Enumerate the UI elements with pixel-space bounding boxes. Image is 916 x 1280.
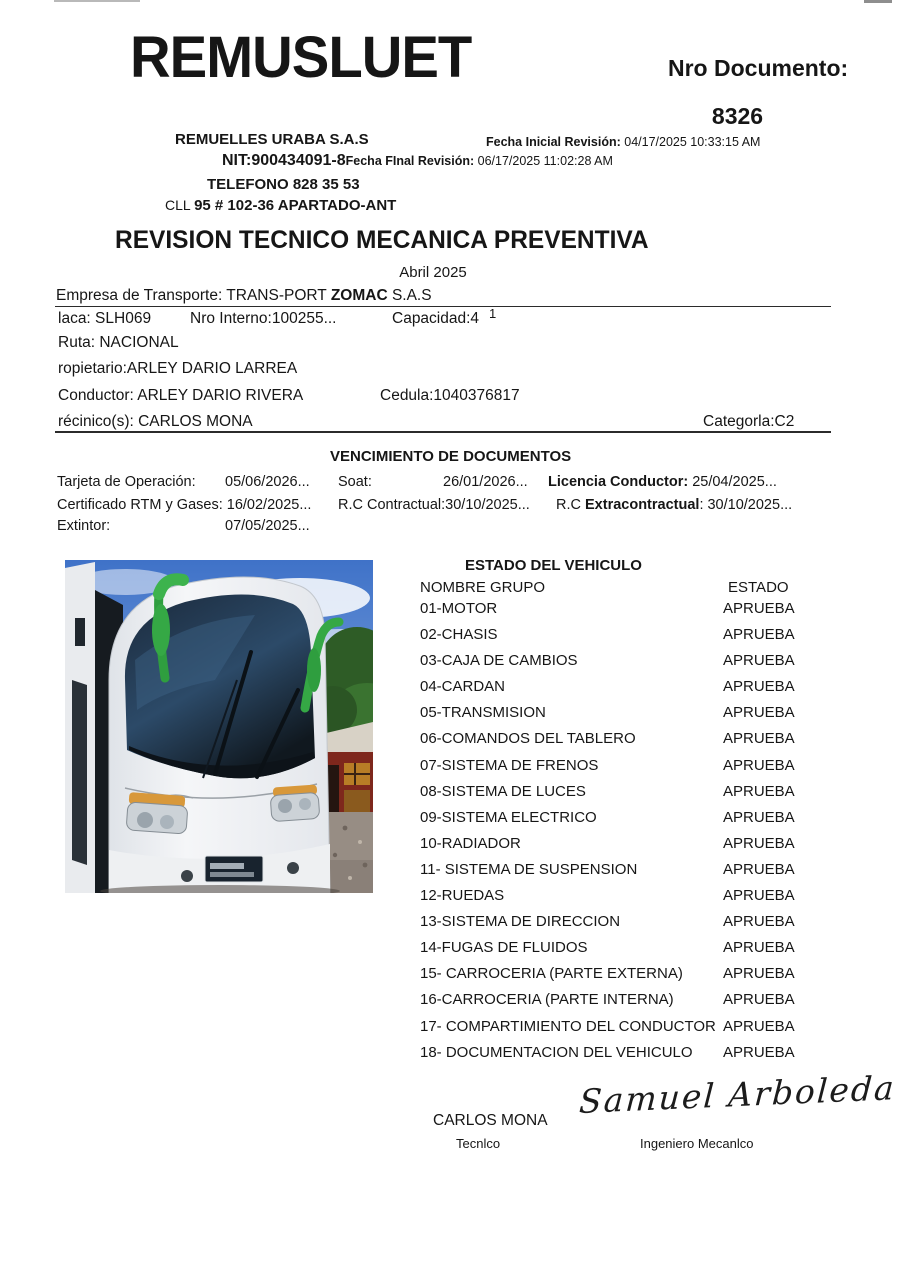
estado-row	[420, 779, 800, 805]
estado-row	[420, 674, 800, 700]
estado-row-status: APRUEBA	[723, 626, 795, 644]
vencimiento-title: VENCIMIENTO DE DOCUMENTOS	[330, 448, 572, 465]
estado-row	[420, 1040, 800, 1066]
rtm-value: 16/02/2025...	[226, 497, 312, 513]
estado-title: ESTADO DEL VEHICULO	[465, 557, 642, 574]
scan-mark-top-left	[54, 0, 140, 2]
estado-row-name: 14-FUGAS DE FLUIDOS	[420, 939, 588, 957]
estado-row-name: 10-RADIADOR	[420, 834, 521, 852]
engineer-role: Ingeniero Mecanlco	[640, 1136, 754, 1151]
company-nit: NIT:900434091-8	[222, 152, 346, 169]
estado-table	[420, 596, 800, 1066]
doc-number-value: 8326	[711, 103, 764, 129]
estado-row	[420, 857, 800, 883]
estado-row	[420, 805, 800, 831]
empresa-suffix: S.A.S	[387, 287, 432, 304]
estado-row-name: 09-SISTEMA ELECTRICO	[420, 808, 597, 826]
licencia-label: Licencia Conductor:	[548, 474, 689, 490]
tecnico-role: Tecnlco	[456, 1136, 501, 1151]
cedula-field: Cedula:1040376817	[380, 387, 520, 404]
rc-extra-value: : 30/10/2025...	[699, 497, 793, 513]
empresa-bold: ZOMAC	[330, 287, 388, 304]
estado-row-status: APRUEBA	[723, 600, 795, 617]
engineer-signature: Samuel Arboleda	[578, 1068, 897, 1121]
estado-row	[420, 831, 800, 857]
report-title: REVISION TECNICO MECANICA PREVENTIVA	[115, 226, 649, 254]
estado-row-status: APRUEBA	[723, 1043, 795, 1061]
nit-line	[222, 152, 613, 170]
estado-row-status: APRUEBA	[723, 678, 795, 696]
extintor-label: Extintor:	[57, 518, 111, 534]
estado-row	[420, 648, 800, 674]
tecnico-field: récinico(s): CARLOS MONA	[58, 413, 253, 430]
address-bold: 95 # 102-36 APARTADO-ANT	[194, 197, 397, 214]
estado-row-status: APRUEBA	[723, 730, 795, 748]
page-title: REMUSLUET	[130, 25, 472, 90]
estado-row-name: 06-COMANDOS DEL TABLERO	[420, 730, 636, 748]
vehicle-photo	[65, 560, 373, 893]
divider-vehicle	[55, 431, 831, 433]
estado-row	[420, 935, 800, 961]
estado-row-name: 03-CAJA DE CAMBIOS	[420, 652, 578, 670]
estado-row	[420, 987, 800, 1013]
fecha-inicial-value: 04/17/2025 10:33:15 AM	[620, 135, 761, 149]
empresa-line	[56, 287, 432, 305]
rtm-line	[57, 497, 311, 513]
estado-row-name: 01-MOTOR	[420, 600, 498, 617]
report-month: Abril 2025	[399, 264, 467, 281]
rc-extra-bold: Extracontractual	[585, 497, 700, 513]
estado-row-status: APRUEBA	[723, 1017, 795, 1035]
estado-row-status: APRUEBA	[723, 704, 795, 722]
soat-label: Soat:	[338, 474, 372, 490]
rtm-label: Certificado RTM y Gases:	[57, 497, 227, 513]
licencia-value: 25/04/2025...	[688, 474, 777, 490]
estado-row-name: 08-SISTEMA DE LUCES	[420, 782, 586, 800]
propietario-field: ropietario:ARLEY DARIO LARREA	[58, 360, 298, 377]
conductor-field: Conductor: ARLEY DARIO RIVERA	[58, 387, 304, 404]
estado-row	[420, 961, 800, 987]
estado-row-status: APRUEBA	[723, 834, 795, 852]
tecnico-name: CARLOS MONA	[433, 1112, 548, 1129]
estado-row-status: APRUEBA	[723, 991, 795, 1009]
company-name: REMUELLES URABA S.A.S	[175, 131, 369, 148]
estado-row-name: 16-CARROCERIA (PARTE INTERNA)	[420, 991, 674, 1009]
company-address	[165, 197, 396, 215]
placa-field: laca: SLH069	[58, 310, 152, 327]
tarjeta-value: 05/06/2026...	[225, 474, 310, 490]
estado-row-name: 02-CHASIS	[420, 626, 498, 644]
estado-row-status: APRUEBA	[723, 965, 795, 983]
nro-interno-field: Nro Interno:100255...	[190, 310, 337, 327]
estado-row-name: 13-SISTEMA DE DIRECCION	[420, 913, 621, 931]
estado-row	[420, 1014, 800, 1040]
estado-row-status: APRUEBA	[723, 860, 795, 878]
estado-row-status: APRUEBA	[723, 756, 795, 774]
company-phone: TELEFONO 828 35 53	[207, 176, 360, 193]
estado-row-status: APRUEBA	[723, 939, 795, 957]
tarjeta-label: Tarjeta de Operación:	[57, 474, 196, 490]
estado-row-name: 04-CARDAN	[420, 678, 506, 696]
estado-row-status: APRUEBA	[723, 913, 795, 931]
estado-row-status: APRUEBA	[723, 652, 795, 670]
estado-row	[420, 726, 800, 752]
fecha-inicial-line	[486, 133, 760, 151]
estado-row-status: APRUEBA	[723, 808, 795, 826]
address-prefix: CLL	[165, 197, 195, 213]
extintor-value: 07/05/2025...	[225, 518, 310, 534]
estado-row-status: APRUEBA	[723, 887, 795, 905]
estado-col-nombre: NOMBRE GRUPO	[420, 579, 546, 596]
doc-number-label: Nro Documento:	[668, 55, 849, 81]
licencia-line	[548, 474, 777, 490]
estado-row-name: 15- CARROCERIA (PARTE EXTERNA)	[420, 965, 683, 983]
estado-row	[420, 883, 800, 909]
estado-row-name: 18- DOCUMENTACION DEL VEHICULO	[420, 1043, 693, 1061]
divider-empresa	[55, 306, 831, 307]
estado-row-name: 17- COMPARTIMIENTO DEL CONDUCTOR	[420, 1017, 716, 1035]
estado-row-status: APRUEBA	[723, 782, 795, 800]
soat-value: 26/01/2026...	[443, 474, 528, 490]
estado-row-name: 12-RUEDAS	[420, 887, 505, 905]
estado-row-name: 11- SISTEMA DE SUSPENSION	[420, 860, 638, 878]
capacidad-field: Capacidad:4	[392, 310, 480, 327]
fecha-final-label: Fecha FInal Revisión:	[345, 154, 475, 168]
estado-row	[420, 596, 800, 622]
rc-extra-line	[556, 497, 792, 513]
estado-row	[420, 909, 800, 935]
estado-row-name: 05-TRANSMISION	[420, 704, 546, 722]
estado-col-estado: ESTADO	[728, 579, 789, 596]
rc-extra-prefix: R.C	[556, 497, 585, 513]
estado-row	[420, 700, 800, 726]
estado-row	[420, 753, 800, 779]
estado-row	[420, 622, 800, 648]
fecha-inicial-label: Fecha Inicial Revisión:	[486, 135, 621, 149]
categoria-field: Categorla:C2	[703, 413, 795, 430]
empresa-prefix: Empresa de Transporte: TRANS-PORT	[56, 287, 331, 304]
capacidad-sup: 1	[489, 306, 497, 321]
ruta-field: Ruta: NACIONAL	[58, 334, 179, 351]
fecha-final-value: 06/17/2025 11:02:28 AM	[474, 154, 613, 168]
estado-row-name: 07-SISTEMA DE FRENOS	[420, 756, 599, 774]
scan-mark-top-right	[864, 0, 892, 3]
rc-contractual-field: R.C Contractual:30/10/2025...	[338, 497, 530, 513]
